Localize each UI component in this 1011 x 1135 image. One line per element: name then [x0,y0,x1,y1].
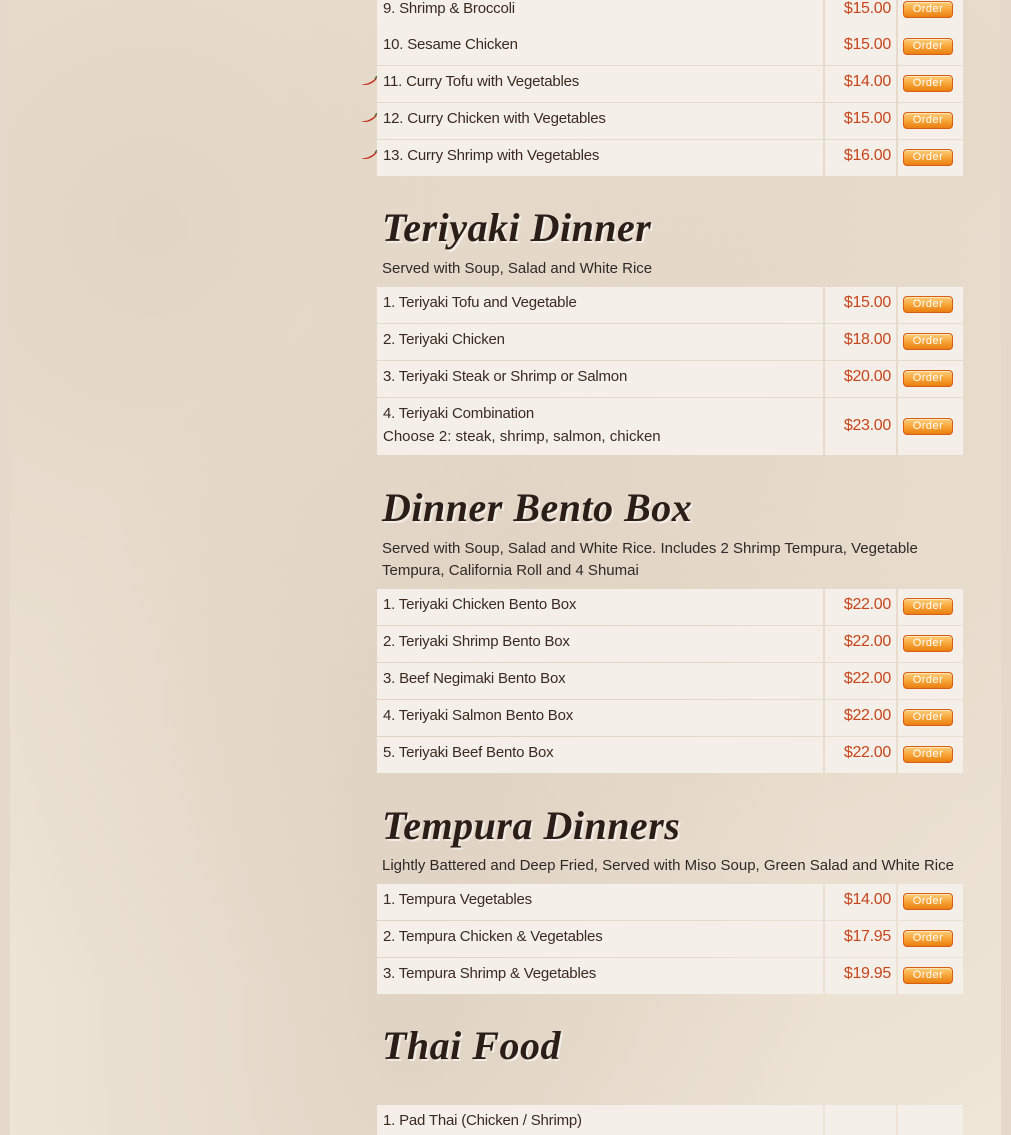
order-button[interactable]: Order [903,333,953,350]
order-button[interactable]: Order [903,75,953,92]
menu-item-price: $18.00 [825,324,896,360]
menu-item-row [377,287,963,323]
menu-item-name: 11. Curry Tofu with Vegetables [377,66,823,102]
menu-item-name: 1. Pad Thai (Chicken / Shrimp) [377,1105,823,1135]
section-title-teriyaki: Teriyaki Dinner [382,205,652,250]
section-title-thai: Thai Food [382,1023,561,1068]
order-cell [898,29,963,65]
menu-item-name: 12. Curry Chicken with Vegetables [377,103,823,139]
order-button[interactable]: Order [903,112,953,129]
menu-item-row [377,663,963,699]
menu-item-row [377,398,963,455]
menu-item-price: $17.95 [825,921,896,957]
menu-item-name: 1. Teriyaki Tofu and Vegetable [377,287,823,323]
menu-item-name: 1. Tempura Vegetables [377,884,823,920]
order-cell [898,958,963,994]
menu-item-price: $22.00 [825,663,896,699]
order-button[interactable]: Order [903,967,953,984]
order-button[interactable]: Order [903,893,953,910]
order-button[interactable]: Order [903,370,953,387]
menu-item-row [377,103,963,139]
section-title-bento: Dinner Bento Box [382,485,693,530]
order-cell [898,626,963,662]
menu-item-name: 2. Teriyaki Chicken [377,324,823,360]
order-button[interactable]: Order [903,418,953,435]
section-title-tempura: Tempura Dinners [382,803,681,848]
order-cell [898,921,963,957]
menu-item-price: $22.00 [825,737,896,773]
menu-item-row [377,1105,963,1135]
section-subtitle-teriyaki: Served with Soup, Salad and White Rice [382,260,653,277]
menu-item-name: 3. Teriyaki Steak or Shrimp or Salmon [377,361,823,397]
menu-item-name: 5. Teriyaki Beef Bento Box [377,737,823,773]
menu-item-price: $16.00 [825,140,896,176]
order-cell [898,140,963,176]
menu-item-row [377,737,963,773]
order-button[interactable]: Order [903,149,953,166]
menu-item-price: $23.00 [825,398,896,455]
menu-item-note: Choose 2: steak, shrimp, salmon, chicken [383,428,661,445]
order-cell [898,737,963,773]
order-cell [898,398,963,455]
menu-item-price: $22.00 [825,589,896,625]
menu-item-row [377,324,963,360]
order-cell [898,361,963,397]
menu-item-price: $15.00 [825,287,896,323]
order-cell [898,1105,963,1135]
menu-item-price: $15.00 [825,29,896,65]
order-cell [898,103,963,139]
menu-item-row [377,66,963,102]
order-cell [898,700,963,736]
menu-item-row [377,0,963,29]
menu-item-price: $22.00 [825,700,896,736]
menu-item-row [377,958,963,994]
menu-item-price: $20.00 [825,361,896,397]
order-button[interactable]: Order [903,709,953,726]
order-button[interactable]: Order [903,635,953,652]
menu-item-row [377,29,963,65]
menu-item-name: 4. Teriyaki Salmon Bento Box [377,700,823,736]
menu-item-name: 13. Curry Shrimp with Vegetables [377,140,823,176]
order-button[interactable]: Order [903,598,953,615]
chili-pepper-icon [360,113,378,123]
order-cell [898,589,963,625]
menu-item-row [377,140,963,176]
menu-item-name: 10. Sesame Chicken [377,29,823,65]
menu-item-price: $22.00 [825,626,896,662]
order-button[interactable]: Order [903,746,953,763]
order-cell [898,663,963,699]
menu-item-name: 3. Beef Negimaki Bento Box [377,663,823,699]
menu-item-row [377,921,963,957]
menu-item-name: 1. Teriyaki Chicken Bento Box [377,589,823,625]
order-cell [898,0,963,29]
order-button[interactable]: Order [903,672,953,689]
order-cell [898,324,963,360]
order-button[interactable]: Order [903,296,953,313]
menu-item-price: $14.00 [825,66,896,102]
menu-item-row [377,361,963,397]
menu-item-name: 2. Tempura Chicken & Vegetables [377,921,823,957]
section-subtitle-tempura: Lightly Battered and Deep Fried, Served with Miso Soup, Green Salad and White Rice [382,857,954,874]
page-frame-right [1001,0,1011,1135]
order-cell [898,287,963,323]
menu-item-name: 3. Tempura Shrimp & Vegetables [377,958,823,994]
order-cell [898,66,963,102]
menu-item-row [377,884,963,920]
order-button[interactable]: Order [903,930,953,947]
menu-item-price [825,1105,896,1135]
menu-item-price: $15.00 [825,0,896,29]
order-button[interactable]: Order [903,38,953,55]
menu-item-name: 9. Shrimp & Broccoli [377,0,823,29]
menu-item-title: 4. Teriyaki Combination [383,405,535,422]
menu-item-row [377,700,963,736]
menu-item-name [377,398,823,455]
menu-item-name: 2. Teriyaki Shrimp Bento Box [377,626,823,662]
chili-pepper-icon [360,76,378,86]
chili-pepper-icon [360,150,378,160]
menu-item-row [377,589,963,625]
menu-item-price: $14.00 [825,884,896,920]
menu-item-price: $15.00 [825,103,896,139]
section-subtitle-bento: Served with Soup, Salad and White Rice. Includes 2 Shrimp Tempura, Vegetable Tempura, California Roll and 4 Shumai [382,540,918,579]
order-cell [898,884,963,920]
menu-item-row [377,626,963,662]
order-button[interactable]: Order [903,1,953,18]
page-frame-left [0,0,10,1135]
menu-item-price: $19.95 [825,958,896,994]
